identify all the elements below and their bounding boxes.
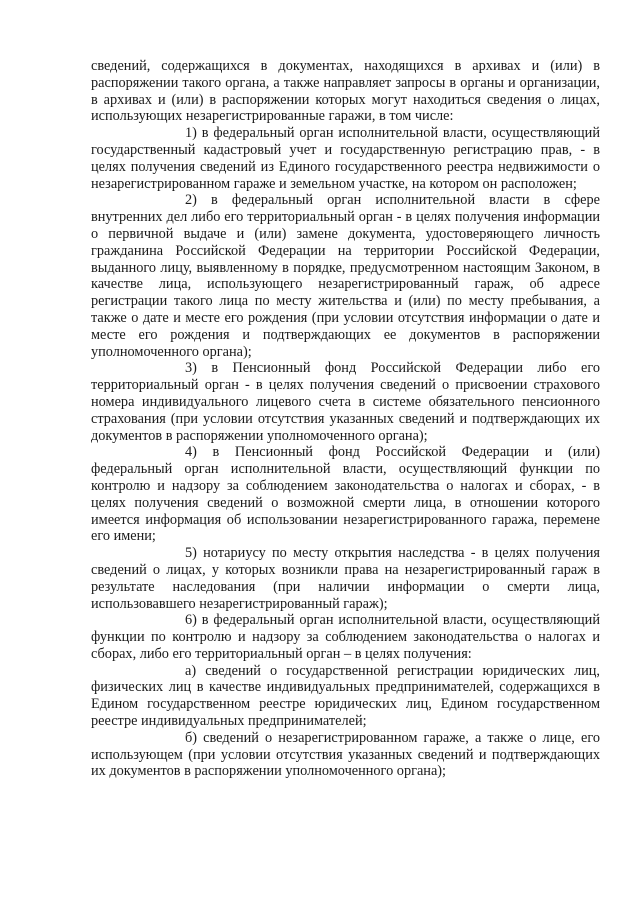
list-item-3 bbox=[91, 360, 600, 444]
paragraph-text: в Пенсионный фонд Российской Федерации и (или) федеральный орган исполнительной власти, осуществляющий функции по контролю и надзору за соблюдением законодательства о налогах и сборах, - в целях получения сведений о возможной смерти лица, в отношении которого имеется информация об использовании незарегистрированного гаража, перемене его имени; bbox=[91, 444, 600, 545]
intro-paragraph bbox=[91, 58, 600, 125]
list-marker: 4) bbox=[185, 444, 197, 461]
list-marker: а) bbox=[185, 662, 197, 679]
list-marker: 5) bbox=[185, 545, 197, 562]
list-marker: 3) bbox=[185, 360, 197, 377]
paragraph-text: в федеральный орган исполнительной власти, осуществляющий государственный кадастровый учет и государственную регистрацию прав, - в целях получения сведений из Единого государственного реестра недвижимости о незарегистрированном гараже и земельном участке, на котором он расположен; bbox=[91, 125, 600, 192]
paragraph-text: в федеральный орган исполнительной власти, осуществляющий функции по контролю и надзору за соблюдением законодательства о налогах и сборах, либо его территориальный орган – в целях получения: bbox=[91, 612, 600, 662]
list-item-1 bbox=[91, 125, 600, 192]
paragraph-text: нотариусу по месту открытия наследства - в целях получения сведений о лицах, у которых возникли права на незарегистрированный гараж в результате наследования (при наличии информации о смерти лица, использовавшего незарегистрированный гараж); bbox=[91, 545, 601, 612]
list-marker: 6) bbox=[185, 612, 197, 629]
list-marker: б) bbox=[185, 729, 198, 746]
list-item-6a bbox=[91, 663, 600, 730]
paragraph-text: сведений, содержащихся в документах, находящихся в архивах и (или) в распоряжении такого органа, а также направляет запросы в органы и организации, в архивах и (или) в распоряжении которых могут находиться сведения о лицах, использующих незарегистрированные гаражи, в том числе: bbox=[91, 58, 600, 125]
document-page bbox=[91, 58, 600, 780]
list-item-5 bbox=[91, 545, 600, 612]
list-item-4 bbox=[91, 444, 600, 545]
list-marker: 2) bbox=[185, 192, 197, 209]
paragraph-text: сведений о незарегистрированном гараже, а также о лице, его использующем (при условии отсутствия указанных сведений и подтверждающих их документов в распоряжении уполномоченного органа); bbox=[91, 729, 600, 780]
paragraph-text: в Пенсионный фонд Российской Федерации либо его территориальный орган - в целях получения сведений о присвоении страхового номера индивидуального лицевого счета в системе обязательного пенсионного страхования (при условии отсутствия указанных сведений и подтверждающих их документов в распоряжении уполномоченного органа); bbox=[91, 360, 601, 444]
paragraph-text: в федеральный орган исполнительной власти в сфере внутренних дел либо его территориальный орган - в целях получения информации о первичной выдаче и (или) замене документа, удостоверяющего личность гражданина Российской Федерации на территории Российской Федерации, выданного лицу, выявленному в порядке, предусмотренном настоящим Законом, в качестве лица, использующего незарегистрированный гараж, об адресе регистрации такого лица по месту жительства и (или) по месту пребывания, а также о дате и месте его рождения (при условии отсутствия информации о дате и месте его рождения и подтверждающих ее документов в распоряжении уполномоченного органа); bbox=[91, 192, 600, 360]
list-item-6 bbox=[91, 612, 600, 662]
list-item-6b bbox=[91, 730, 600, 780]
list-marker: 1) bbox=[185, 125, 197, 142]
paragraph-text: сведений о государственной регистрации юридических лиц, физических лиц в качестве индивидуальных предпринимателей, содержащихся в Едином государственном реестре юридических лиц, Едином государственном реестре индивидуальных предпринимателей; bbox=[91, 662, 601, 730]
list-item-2 bbox=[91, 192, 600, 360]
